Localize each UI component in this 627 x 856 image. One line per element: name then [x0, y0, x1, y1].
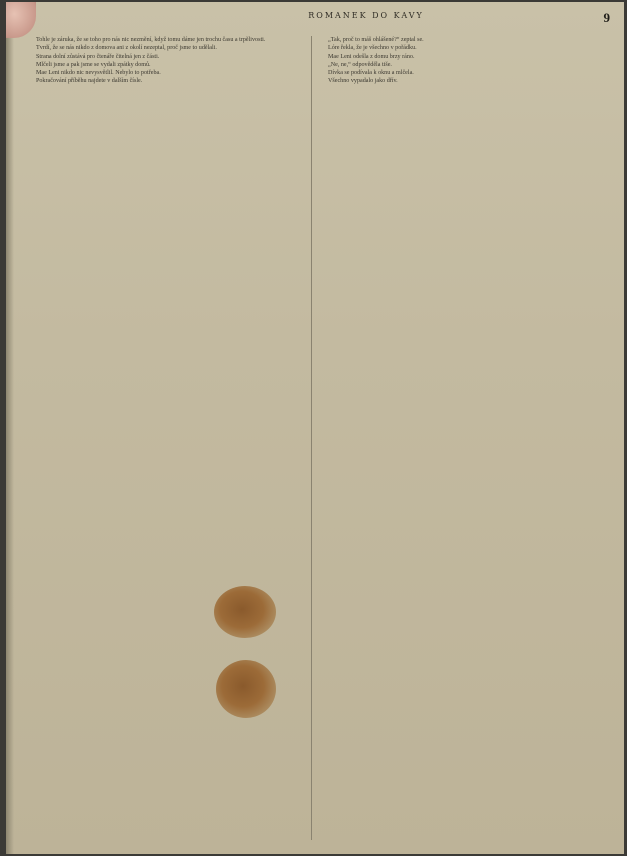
paper-stain — [214, 586, 276, 638]
thumb-in-corner — [6, 2, 36, 38]
paragraph: Mae Leni nikdo nic nevysvětlil. Nebylo to potřeba. — [36, 70, 161, 77]
page-number: 9 — [603, 10, 610, 25]
paragraph: Pokračování příběhu najdete v dalším čísle. — [36, 78, 143, 85]
left-text-column — [26, 36, 304, 842]
paragraph: „Tak, proč to máš ohlášené?“ zeptal se. — [328, 37, 424, 43]
paragraph: Dívka se podívala k oknu a mlčela. — [328, 70, 414, 77]
paragraph: Mlčeli jsme a pak jsme se vydali zpátky domů. — [36, 61, 151, 68]
paragraph: Tvrdí, že se nás nikdo z domova ani z okolí nezeptal, proč jsme to udělali. — [36, 45, 217, 52]
paragraph: Všechno vypadalo jako dřív. — [328, 78, 398, 85]
running-header: ROMANEK DO KAVY — [308, 11, 424, 20]
newspaper-page — [6, 2, 624, 854]
column-divider — [311, 36, 312, 840]
paragraph: „Ne, ne,“ odpověděla tiše. — [328, 61, 392, 68]
paragraph: Tohle je záruka, že se toho pro nás nic nezmění, když tomu dáme jen trochu času a trpělivosti. — [36, 37, 266, 43]
right-text-column — [318, 36, 608, 842]
paper-stain — [216, 660, 276, 718]
paragraph: Mae Leni odešla z domu brzy ráno. — [328, 53, 415, 60]
paragraph: Strana dolní zůstává pro čtenáře čitelná jen z části. — [36, 53, 160, 60]
paragraph: Lóre řekla, že je všechno v pořádku. — [328, 45, 417, 52]
